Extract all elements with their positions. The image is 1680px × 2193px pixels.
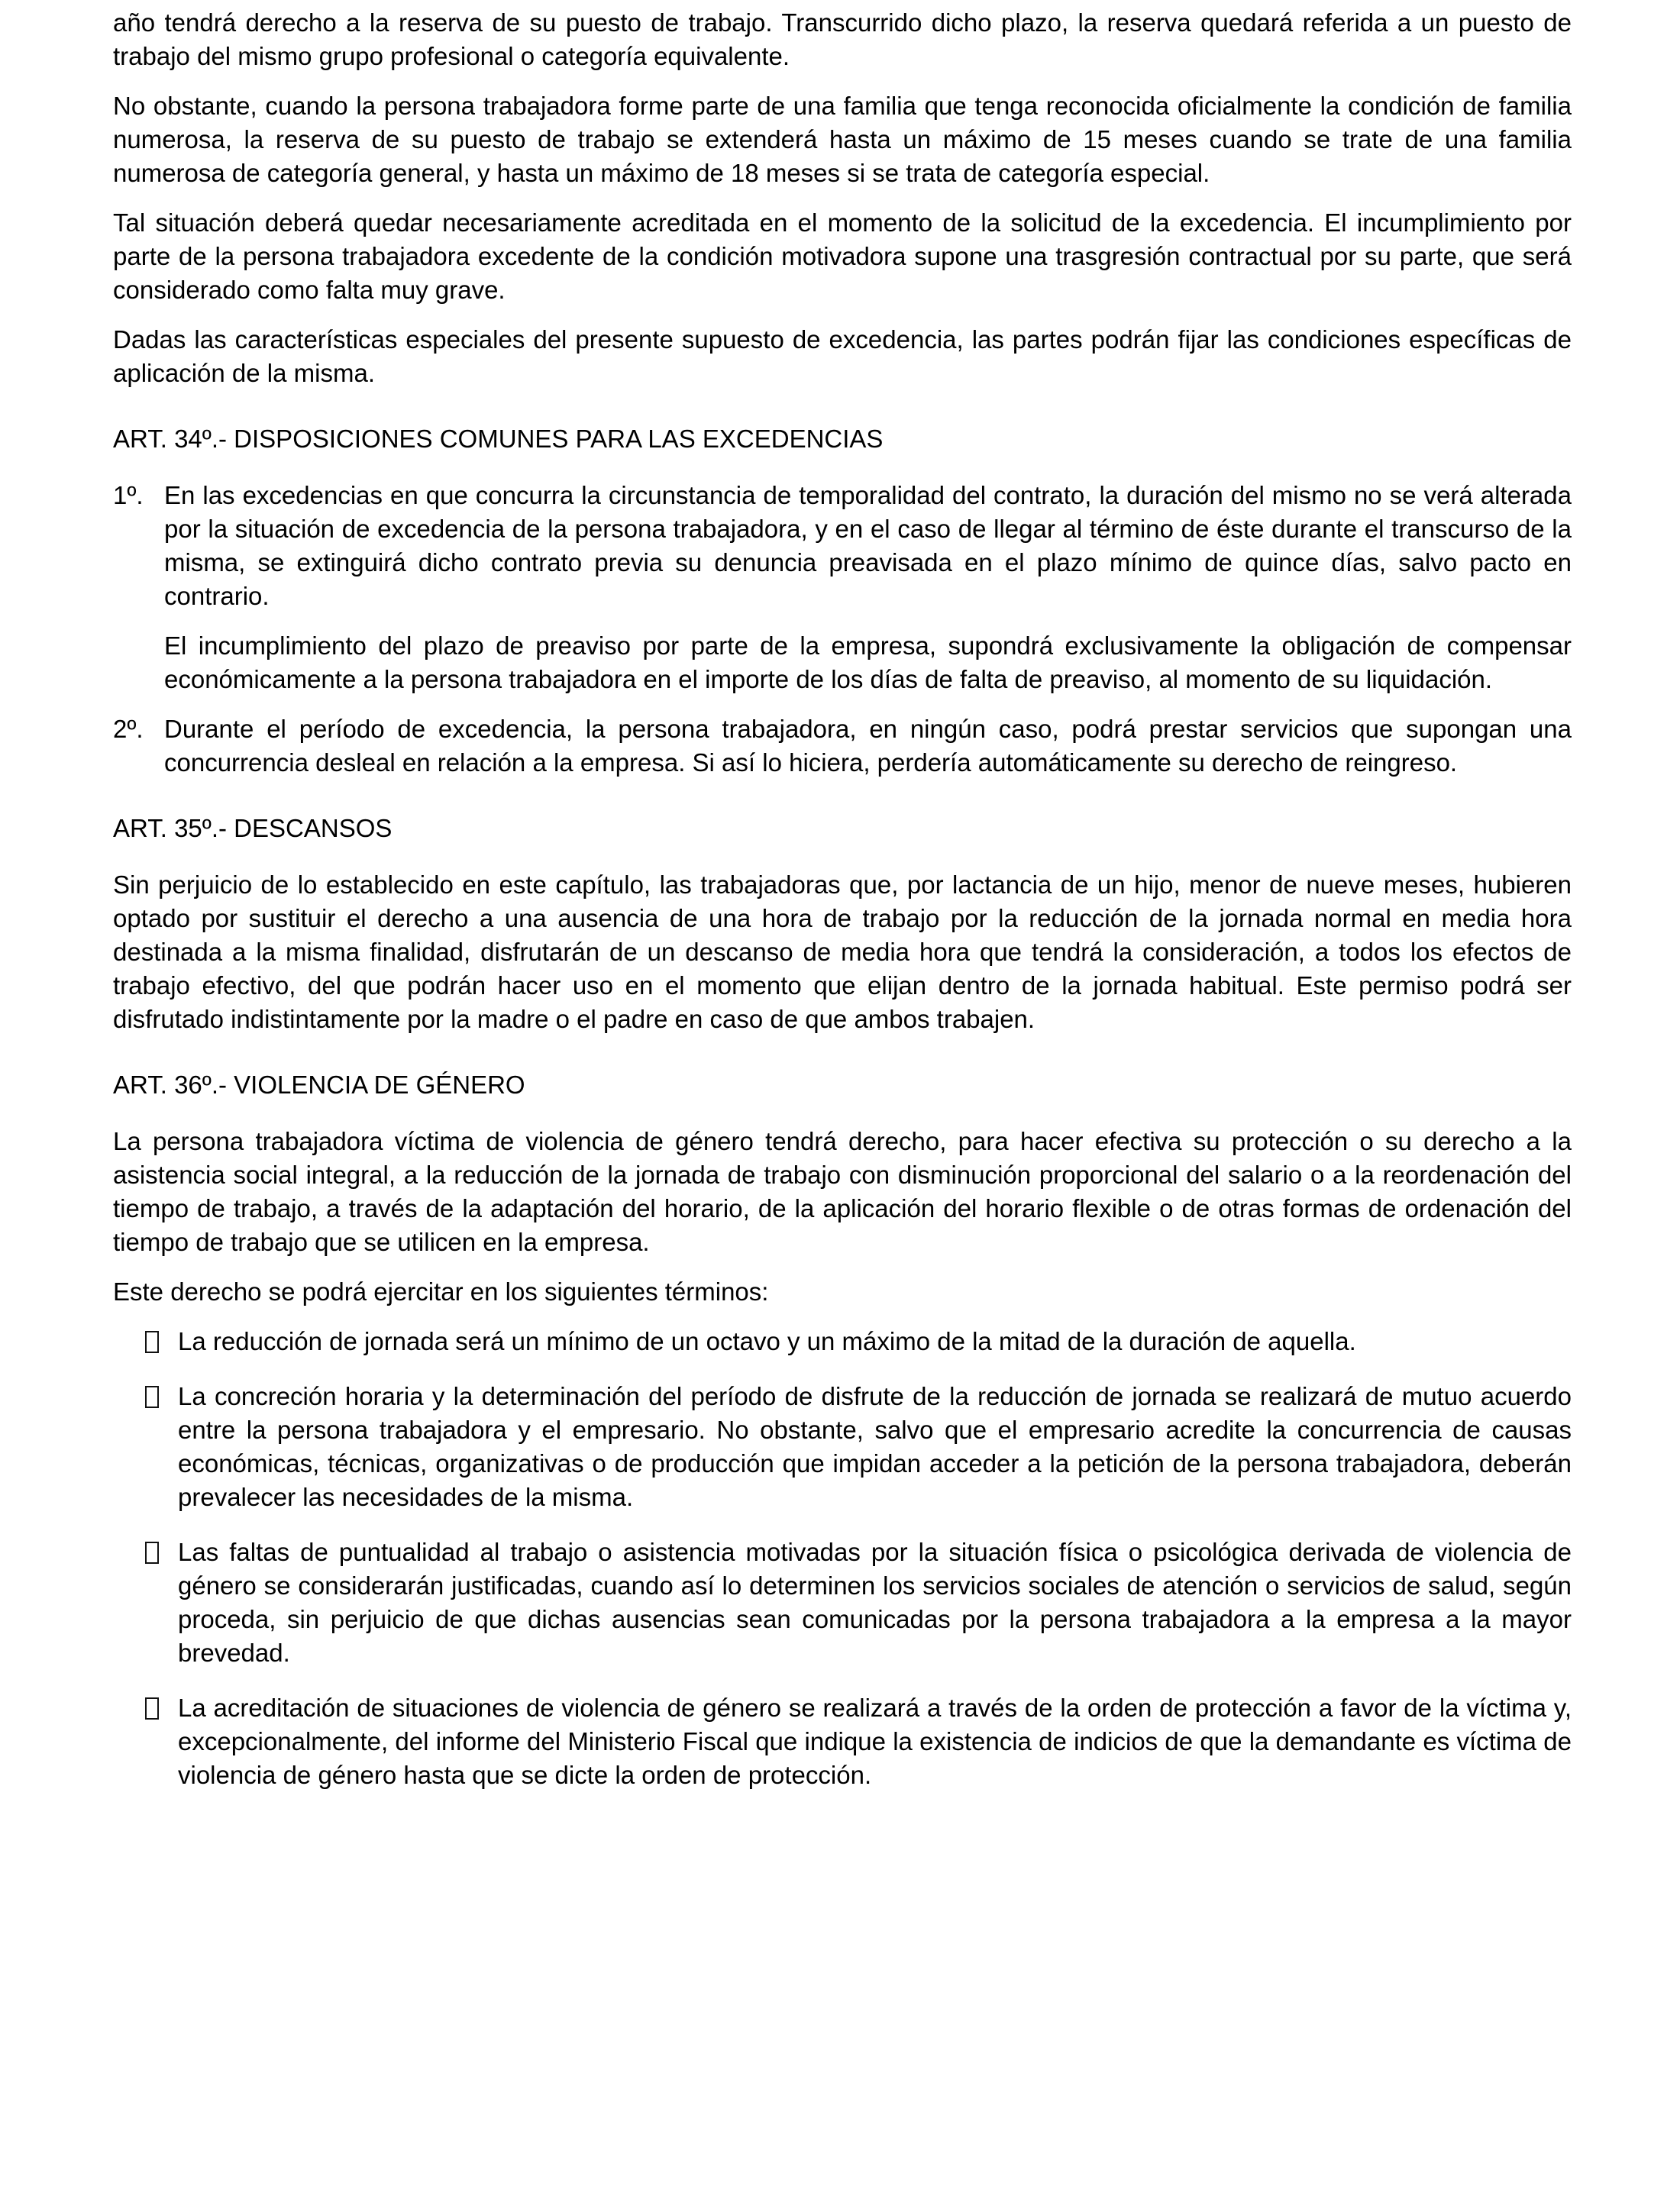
numbered-item-text: En las excedencias en que concurra la circunstancia de temporalidad del contrato, la duración del mismo no se verá alterada por la situación de excedencia de la persona trabajadora, y en el caso de llegar al término de éste durante el transcurso de la misma, se extinguirá dicho contrato previa su denuncia preavisada en el plazo mínimo de quince días, salvo pacto en contrario.: [164, 481, 1572, 610]
bullet-item-text: Las faltas de puntualidad al trabajo o asistencia motivadas por la situación física o psicológica derivada de violencia de género se considerarán justificadas, cuando así lo determinen los servicios sociales de atención o servicios de salud, según proceda, sin perjuicio de que dichas ausencias sean comunicadas por la persona trabajadora a la empresa a la mayor brevedad.: [178, 1538, 1572, 1667]
empty-box-bullet-icon: [145, 1697, 159, 1720]
paragraph: No obstante, cuando la persona trabajadora forme parte de una familia que tenga reconocida oficialmente la condición de familia numerosa, la reserva de su puesto de trabajo se extenderá hasta un máximo de 15 meses cuando se trate de una familia numerosa de categoría general, y hasta un máximo de 18 meses si se trata de categoría especial.: [113, 92, 1572, 187]
paragraph: Sin perjuicio de lo establecido en este capítulo, las trabajadoras que, por lactancia de un hijo, menor de nueve meses, hubieren optado por sustituir el derecho a una ausencia de una hora de trabajo por la reducción de la jornada normal en media hora destinada a la misma finalidad, disfrutarán de un descanso de media hora que tendrá la consideración, a todos los efectos de trabajo efectivo, del que podrán hacer uso en el momento que elijan dentro de la jornada habitual. Este permiso podrá ser disfrutado indistintamente por la madre o el padre en caso de que ambos trabajen.: [113, 870, 1572, 1033]
paragraph: La persona trabajadora víctima de violencia de género tendrá derecho, para hacer efectiva su protección o su derecho a la asistencia social integral, a la reducción de la jornada de trabajo con disminución proporcional del salario o a la reordenación del tiempo de trabajo, a través de la adaptación del horario, de la aplicación del horario flexible o de otras formas de ordenación del tiempo de trabajo que se utilicen en la empresa.: [113, 1127, 1572, 1256]
paragraph: Este derecho se podrá ejercitar en los siguientes términos:: [113, 1277, 769, 1306]
numbered-item-label: 2º.: [113, 715, 144, 743]
empty-box-bullet-icon: [145, 1331, 159, 1353]
article-heading-36: ART. 36º.- VIOLENCIA DE GÉNERO: [113, 1071, 525, 1099]
bullet-item: [145, 1380, 1572, 1514]
empty-box-bullet-icon: [145, 1542, 159, 1564]
bullet-item: [145, 1691, 1572, 1792]
empty-box-bullet-icon: [145, 1386, 159, 1408]
article-heading-35: ART. 35º.- DESCANSOS: [113, 814, 393, 842]
bullet-item: [145, 1536, 1572, 1670]
paragraph: Tal situación deberá quedar necesariamente acreditada en el momento de la solicitud de la excedencia. El incumplimiento por parte de la persona trabajadora excedente de la condición motivadora supone una trasgresión contractual por su parte, que será considerado como falta muy grave.: [113, 208, 1572, 304]
bullet-item-text: La acreditación de situaciones de violencia de género se realizará a través de la orden de protección a favor de la víctima y, excepcionalmente, del informe del Ministerio Fiscal que indique la existencia de indicios de que la demandante es víctima de violencia de género hasta que se dicte la orden de protección.: [178, 1694, 1572, 1789]
numbered-item-label: 1º.: [113, 481, 144, 509]
paragraph: año tendrá derecho a la reserva de su puesto de trabajo. Transcurrido dicho plazo, la reserva quedará referida a un puesto de trabajo del mismo grupo profesional o categoría equivalente.: [113, 8, 1572, 70]
numbered-item: [113, 479, 1572, 613]
paragraph: Dadas las características especiales del presente supuesto de excedencia, las partes podrán fijar las condiciones específicas de aplicación de la misma.: [113, 325, 1572, 387]
bullet-item-text: La reducción de jornada será un mínimo de un octavo y un máximo de la mitad de la duración de aquella.: [178, 1327, 1356, 1355]
bullet-item-text: La concreción horaria y la determinación del período de disfrute de la reducción de jornada se realizará de mutuo acuerdo entre la persona trabajadora y el empresario. No obstante, salvo que el empresario acredite la concurrencia de causas económicas, técnicas, organizativas o de producción que impidan acceder a la petición de la persona trabajadora, deberán prevalecer las necesidades de la misma.: [178, 1382, 1572, 1511]
sub-paragraph: El incumplimiento del plazo de preaviso por parte de la empresa, supondrá exclusivamente la obligación de compensar económicamente a la persona trabajadora en el importe de los días de falta de preaviso, al momento de su liquidación.: [164, 631, 1572, 693]
numbered-item-text: Durante el período de excedencia, la persona trabajadora, en ningún caso, podrá prestar servicios que supongan una concurrencia desleal en relación a la empresa. Si así lo hiciera, perdería automáticamente su derecho de reingreso.: [164, 715, 1572, 777]
article-heading-34: ART. 34º.- DISPOSICIONES COMUNES PARA LAS EXCEDENCIAS: [113, 425, 884, 453]
bullet-item: [145, 1325, 1572, 1358]
numbered-item: [113, 712, 1572, 780]
